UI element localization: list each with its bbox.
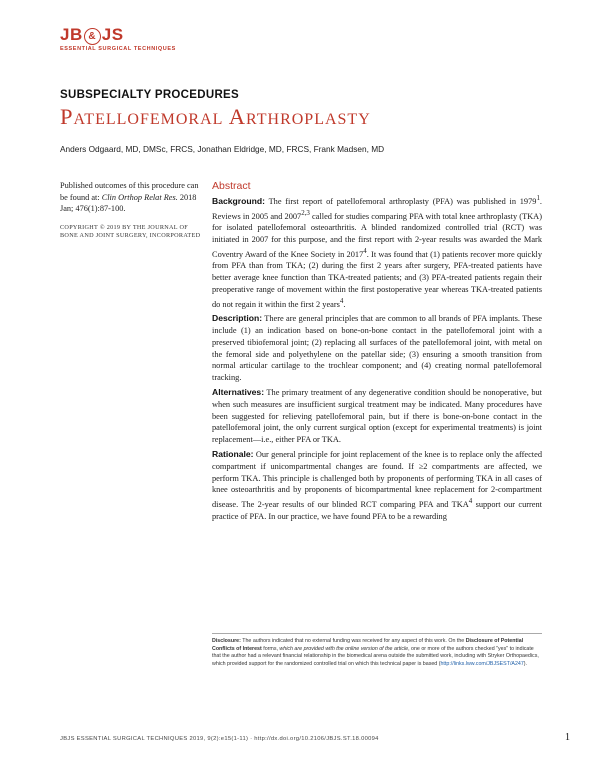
page-number: 1 — [565, 732, 570, 743]
abstract-alternatives: Alternatives: The primary treatment of any degenerative condition should be nonoperative, but when such measures are insufficient surgical treatment may be indicated. Many procedures have been suggested for relieving patellofemoral pain, but if there is bone-on-bone contact in the patellofemoral joint, the only current surgical option (except for experimental treatments) is joint replacement—i.e., either PFA or TKA. — [212, 387, 542, 445]
sidebar — [60, 180, 205, 240]
section-label: SUBSPECIALTY PROCEDURES — [60, 89, 240, 101]
supplement-link[interactable]: http://links.lww.com/JBJSEST/A247 — [440, 660, 524, 667]
copyright-notice: COPYRIGHT © 2019 BY THE JOURNAL OF BONE AND JOINT SURGERY, INCORPORATED — [60, 223, 201, 239]
article-title: Patellofemoral Arthroplasty — [60, 104, 371, 129]
published-outcomes-note: Published outcomes of this procedure can be found at: Clin Orthop Relat Res. 2018 Jan; 476(1):87-100. — [60, 181, 199, 213]
abstract-heading: Abstract — [212, 180, 251, 192]
page-footer-citation: JBJS ESSENTIAL SURGICAL TECHNIQUES 2019, 9(2):e15(1-11) · http://dx.doi.org/10.2106/JBJS.ST.18.00094 — [60, 736, 379, 742]
logo-ampersand-circle: & — [84, 28, 101, 45]
logo-wordmark: JB & JS — [60, 25, 124, 44]
logo-subtitle: ESSENTIAL SURGICAL TECHNIQUES — [60, 46, 176, 52]
author-list: Anders Odgaard, MD, DMSc, FRCS, Jonathan Eldridge, MD, FRCS, Frank Madsen, MD — [60, 144, 385, 154]
cited-journal: Clin Orthop Relat Res. — [101, 192, 178, 202]
journal-logo — [60, 26, 176, 52]
abstract-description: Description: There are general principles that are common to all brands of PFA implants. These include (1) an indication based on bone-on-bone contact in the patellofemoral joint with a preserved tibiofemoral joint; (2) replacing all surfaces of the patellofemoral joint, with metal on the femoral side and polyethylene on the patellar side; (3) ensuring a smooth transition from normal articular cartilage to the trochlear component; and (4) creating normal patellofemoral tracking. — [212, 313, 542, 383]
abstract-section — [212, 180, 542, 526]
disclosure-footnote: Disclosure: The authors indicated that no external funding was received for any aspect of this work. On the Disclosure of Potential Conflicts of Interest forms, which are provided with the online version of the article, one or more of the authors checked "yes" to indicate that the author had a relevant financial relationship in the biomedical arena outside the submitted work, including with Stryker Orthopaedics, which provided support for the randomized controlled trial on which this technical paper is based (http://links.lww.com/JBJSEST/A247). — [212, 633, 542, 668]
abstract-rationale: Rationale: Our general principle for joint replacement of the knee is to replace only the affected compartment if unicompartmental changes are found. If ≥2 compartments are affected, we perform TKA. This principle is challenged both by proponents of performing TKA in all cases of knee osteoarthritis and by proponents of bicompartmental knee replacement for 2-compartment disease. The 2-year results of our blinded RCT comparing PFA and TKA$^4$ support our current practice of PFA. In our practice, we have found PFA to be a rewarding — [212, 449, 542, 521]
abstract-background: Background: The first report of patellofemoral arthroplasty (PFA) was published in 1979$^1$. Reviews in 2005 and 2007$^{2,3}$ called for studies comparing PFA with total knee arthroplasty (TKA) for isolated patellofemoral osteoarthritis. A blinded randomized controlled trial (RCT) was initiated in 2007 for this purpose, and the first report with 2-year results was awarded the Mark Coventry Award of the Knee Society in 2017$^4$. It was found that (1) patients recover more quickly from PFA than from TKA; (2) during the first 2 years after surgery, PFA-treated patients have better average knee function than TKA-treated patients; and (3) PFA-treated patients regain their preoperative range of movement within the first postoperative year whereas TKA-treated patients do not regain it within the first 2 years$^4$. — [212, 194, 542, 309]
